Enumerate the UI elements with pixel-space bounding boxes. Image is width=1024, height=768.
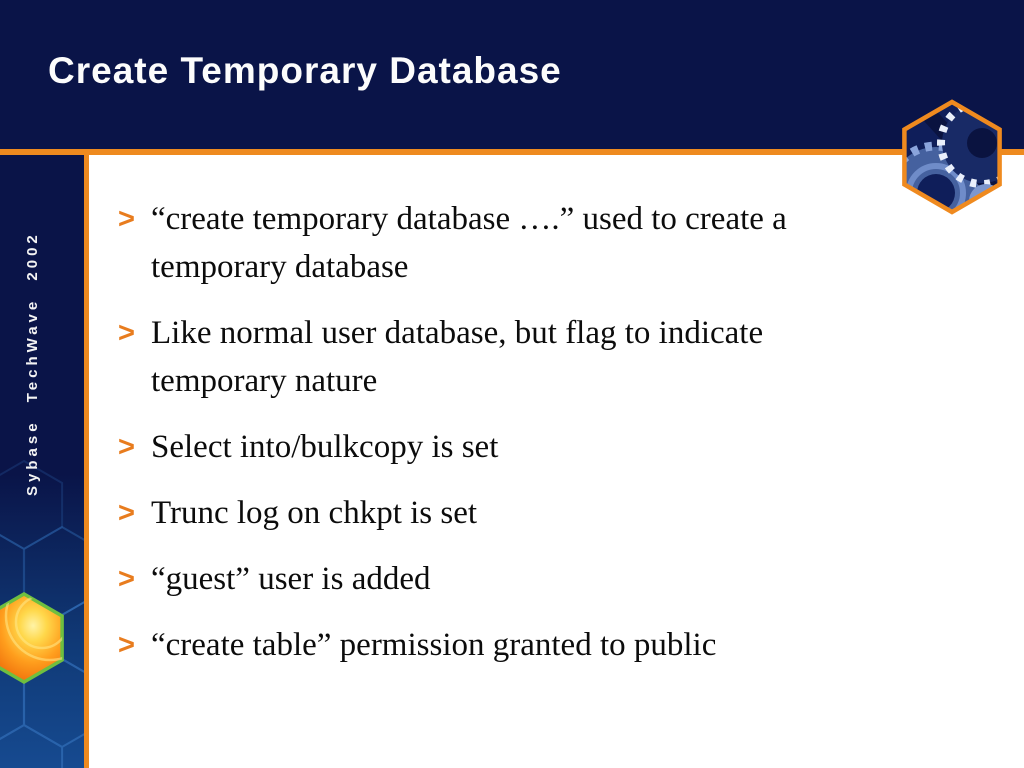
bullet-item [118, 423, 984, 471]
bullet-marker-icon: > [118, 203, 135, 235]
bullet-marker-icon: > [118, 317, 135, 349]
bullet-text: “create temporary database ….” used to create a temporary database [151, 201, 787, 285]
bullet-item [118, 309, 984, 405]
bullet-item [118, 489, 984, 537]
bullet-marker-icon: > [118, 563, 135, 595]
orange-glow-hexagon-icon [0, 586, 76, 690]
bullet-item [118, 621, 984, 669]
title-banner [0, 0, 1024, 155]
bullet-item [118, 195, 984, 291]
bullet-text: “create table” permission granted to public [151, 627, 717, 663]
bullet-marker-icon: > [118, 431, 135, 463]
sidebar [0, 155, 89, 768]
slide-body [89, 155, 1024, 768]
bullet-text: “guest” user is added [151, 561, 431, 597]
bullet-item [118, 555, 984, 603]
bullet-text: Like normal user database, but flag to indicate temporary nature [151, 315, 764, 399]
page-title: Create Temporary Database [48, 50, 562, 91]
bullet-text: Trunc log on chkpt is set [151, 495, 478, 531]
gear-hexagon-badge-icon [891, 94, 1013, 220]
event-label: Sybase TechWave 2002 [24, 231, 41, 496]
bullet-text: Select into/bulkcopy is set [151, 429, 499, 465]
bullet-marker-icon: > [118, 497, 135, 529]
bullet-marker-icon: > [118, 629, 135, 661]
